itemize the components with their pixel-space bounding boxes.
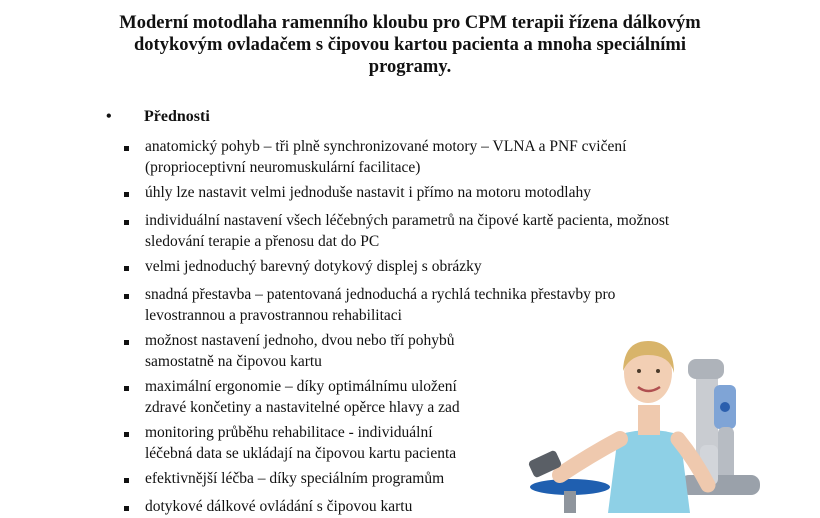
list-item-line: individuální nastavení všech léčebných parametrů na čipové kartě pacienta, možnost xyxy=(145,212,670,229)
square-bullet-icon xyxy=(124,386,129,391)
list-item-line: zdravé končetiny a nastavitelné opěrce hlavy a zad xyxy=(145,399,460,416)
eye-shape xyxy=(656,369,660,373)
device-logo-shape xyxy=(720,402,730,412)
list-item-line: anatomický pohyb – tři plně synchronizované motory – VLNA a PNF cvičení xyxy=(145,138,627,155)
list-item xyxy=(145,210,669,252)
list-item xyxy=(145,182,591,203)
square-bullet-icon xyxy=(124,220,129,225)
square-bullet-icon xyxy=(124,506,129,511)
title-line: programy. xyxy=(368,57,452,77)
neck-shape xyxy=(638,405,660,435)
square-bullet-icon xyxy=(124,294,129,299)
square-bullet-icon xyxy=(124,432,129,437)
list-item-line: snadná přestavba – patentovaná jednoduchá a rychlá technika přestavby pro xyxy=(145,286,616,303)
list-item-line: možnost nastavení jednoho, dvou nebo tří pohybů xyxy=(145,332,455,349)
list-item xyxy=(145,468,444,489)
list-item xyxy=(145,422,456,464)
list-item-line: úhly lze nastavit velmi jednoduše nastavit i přímo na motoru motodlahy xyxy=(145,184,591,201)
list-item xyxy=(145,330,455,372)
list-item-line: maximální ergonomie – díky optimálnímu uložení xyxy=(145,378,457,395)
stool-leg-shape xyxy=(564,491,576,513)
list-item xyxy=(145,496,412,517)
square-bullet-icon xyxy=(124,192,129,197)
woman-with-shoulder-cpm-device-image xyxy=(520,335,800,513)
title-line: Moderní motodlaha ramenního kloubu pro CPM terapii řízena dálkovým xyxy=(119,13,701,33)
square-bullet-icon xyxy=(124,478,129,483)
list-item-line: léčebná data se ukládají na čipovou kartu pacienta xyxy=(145,445,457,462)
list-item-line: samostatně na čipovou kartu xyxy=(145,353,322,370)
device-top-shape xyxy=(688,359,724,379)
list-item-line: efektivnější léčba – díky speciálním programům xyxy=(145,470,445,487)
section-bullet: • xyxy=(106,108,112,125)
list-item-line: dotykové dálkové ovládání s čipovou kartu xyxy=(145,498,413,515)
square-bullet-icon xyxy=(124,340,129,345)
list-item-line: velmi jednoduchý barevný dotykový displej s obrázky xyxy=(145,258,482,275)
list-item xyxy=(145,284,615,326)
list-item-line: levostrannou a pravostrannou rehabilitaci xyxy=(145,307,402,324)
list-item-line: sledování terapie a přenosu dat do PC xyxy=(145,233,380,250)
section-label: Přednosti xyxy=(144,108,210,125)
left-arm-shape xyxy=(560,439,620,475)
title-line: dotykovým ovladačem s čipovou kartou pacienta a mnoha speciálními xyxy=(134,35,686,55)
list-item xyxy=(145,136,626,178)
document-title xyxy=(60,12,760,78)
list-item xyxy=(145,256,482,277)
list-item-line: (proprioceptivní neuromuskulární facilitace) xyxy=(145,159,421,176)
eye-shape xyxy=(637,369,641,373)
product-photo xyxy=(520,335,800,513)
square-bullet-icon xyxy=(124,146,129,151)
list-item xyxy=(145,376,460,418)
list-item-line: monitoring průběhu rehabilitace - individuální xyxy=(145,424,433,441)
square-bullet-icon xyxy=(124,266,129,271)
device-arm-rest-shape xyxy=(680,475,760,495)
